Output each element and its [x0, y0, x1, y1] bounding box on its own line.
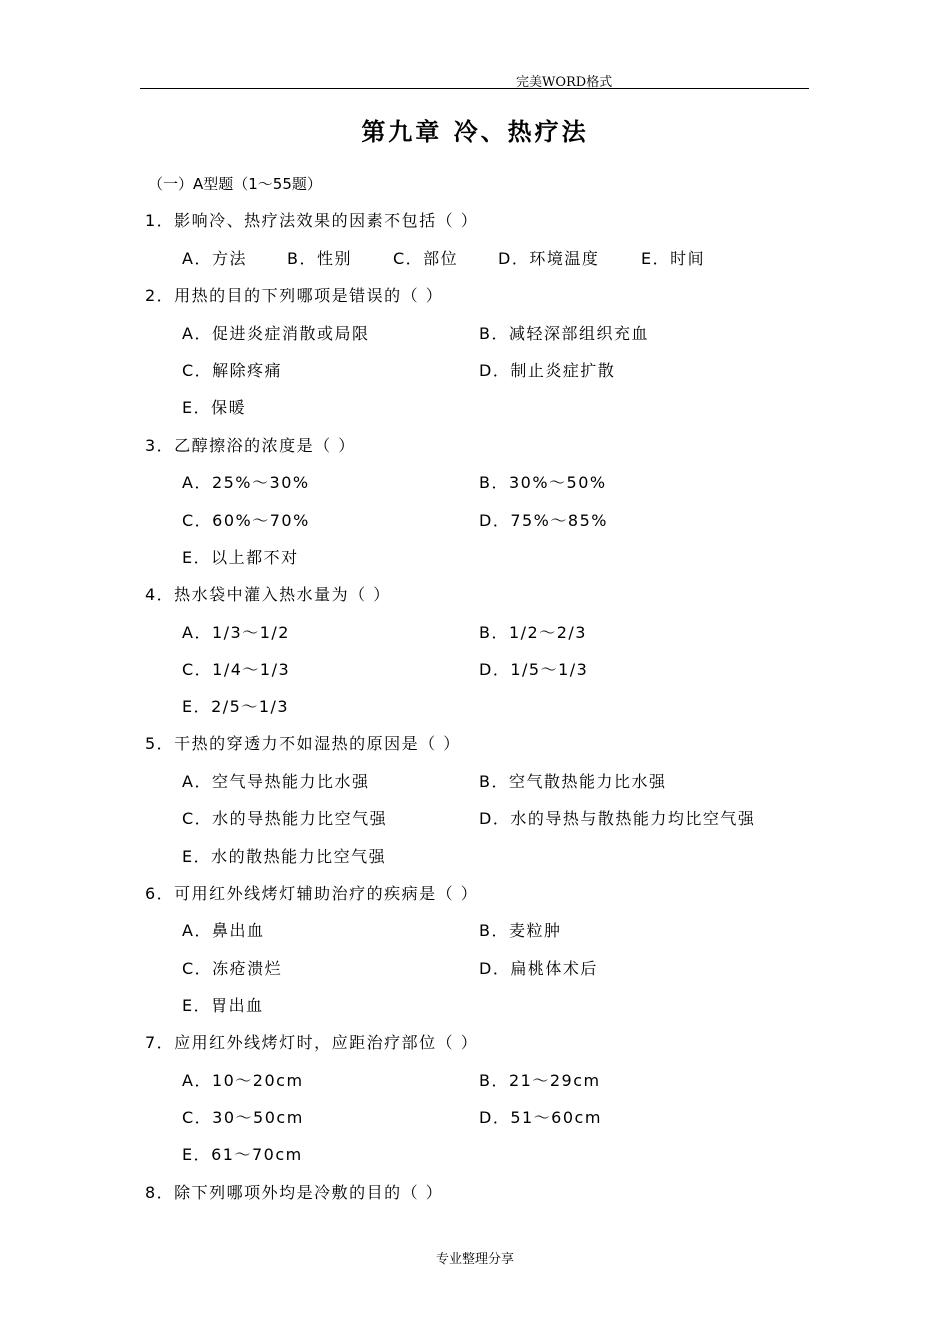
- page-footer-text: 专业整理分享: [435, 1252, 514, 1267]
- question-stem: 6．可用红外线烤灯辅助治疗的疾病是（ ）: [145, 884, 479, 903]
- option-c: C．60%～70%: [182, 511, 310, 530]
- chapter-title: 第九章 冷、热疗法: [361, 117, 589, 146]
- question-stem: 1．影响冷、热疗法效果的因素不包括（ ）: [145, 211, 479, 230]
- option-e: E．保暖: [182, 398, 247, 417]
- option-a: A．鼻出血: [182, 921, 265, 940]
- option-a: A．10～20cm: [182, 1071, 304, 1090]
- option-a: A．1/3～1/2: [182, 623, 290, 642]
- option-a: A．方法: [182, 249, 247, 268]
- option-b: B．麦粒肿: [479, 921, 562, 940]
- question-stem: 4．热水袋中灌入热水量为（ ）: [145, 585, 391, 604]
- option-d: D．1/5～1/3: [479, 660, 589, 679]
- option-c: C．1/4～1/3: [182, 660, 291, 679]
- question-stem: 8．除下列哪项外均是冷敷的目的（ ）: [145, 1183, 444, 1202]
- question-stem: 2．用热的目的下列哪项是错误的（ ）: [145, 286, 444, 305]
- option-d: D．扁桃体术后: [479, 959, 598, 978]
- question-stem: 7．应用红外线烤灯时，应距治疗部位（ ）: [145, 1033, 479, 1052]
- option-c: C．部位: [393, 249, 459, 268]
- option-b: B．性别: [287, 249, 352, 268]
- question-stem: 5．干热的穿透力不如湿热的原因是（ ）: [145, 734, 461, 753]
- option-b: B．减轻深部组织充血: [479, 324, 649, 343]
- header-rule: [140, 88, 809, 89]
- option-c: C．30～50cm: [182, 1108, 304, 1127]
- option-b: B．30%～50%: [479, 473, 607, 492]
- option-c: C．冻疮溃烂: [182, 959, 283, 978]
- option-a: A．空气导热能力比水强: [182, 772, 370, 791]
- option-d: D．75%～85%: [479, 511, 608, 530]
- option-c: C．水的导热能力比空气强: [182, 809, 388, 828]
- option-d: D．51～60cm: [479, 1108, 602, 1127]
- option-b: B．21～29cm: [479, 1071, 601, 1090]
- option-e: E．2/5～1/3: [182, 697, 290, 716]
- option-c: C．解除疼痛: [182, 361, 283, 380]
- option-e: E．61～70cm: [182, 1145, 303, 1164]
- option-d: D．环境温度: [498, 249, 600, 268]
- option-d: D．水的导热与散热能力均比空气强: [479, 809, 756, 828]
- option-e: E．胃出血: [182, 996, 264, 1015]
- option-b: B．1/2～2/3: [479, 623, 587, 642]
- page-header-text: 完美WORD格式: [516, 75, 613, 90]
- option-e: E．时间: [641, 249, 706, 268]
- question-stem: 3．乙醇擦浴的浓度是（ ）: [145, 436, 356, 455]
- option-e: E．以上都不对: [182, 548, 299, 567]
- option-a: A．25%～30%: [182, 473, 310, 492]
- option-d: D．制止炎症扩散: [479, 361, 616, 380]
- section-heading: （一）A型题（1～55题）: [148, 175, 322, 193]
- option-a: A．促进炎症消散或局限: [182, 324, 370, 343]
- option-e: E．水的散热能力比空气强: [182, 847, 387, 866]
- option-b: B．空气散热能力比水强: [479, 772, 667, 791]
